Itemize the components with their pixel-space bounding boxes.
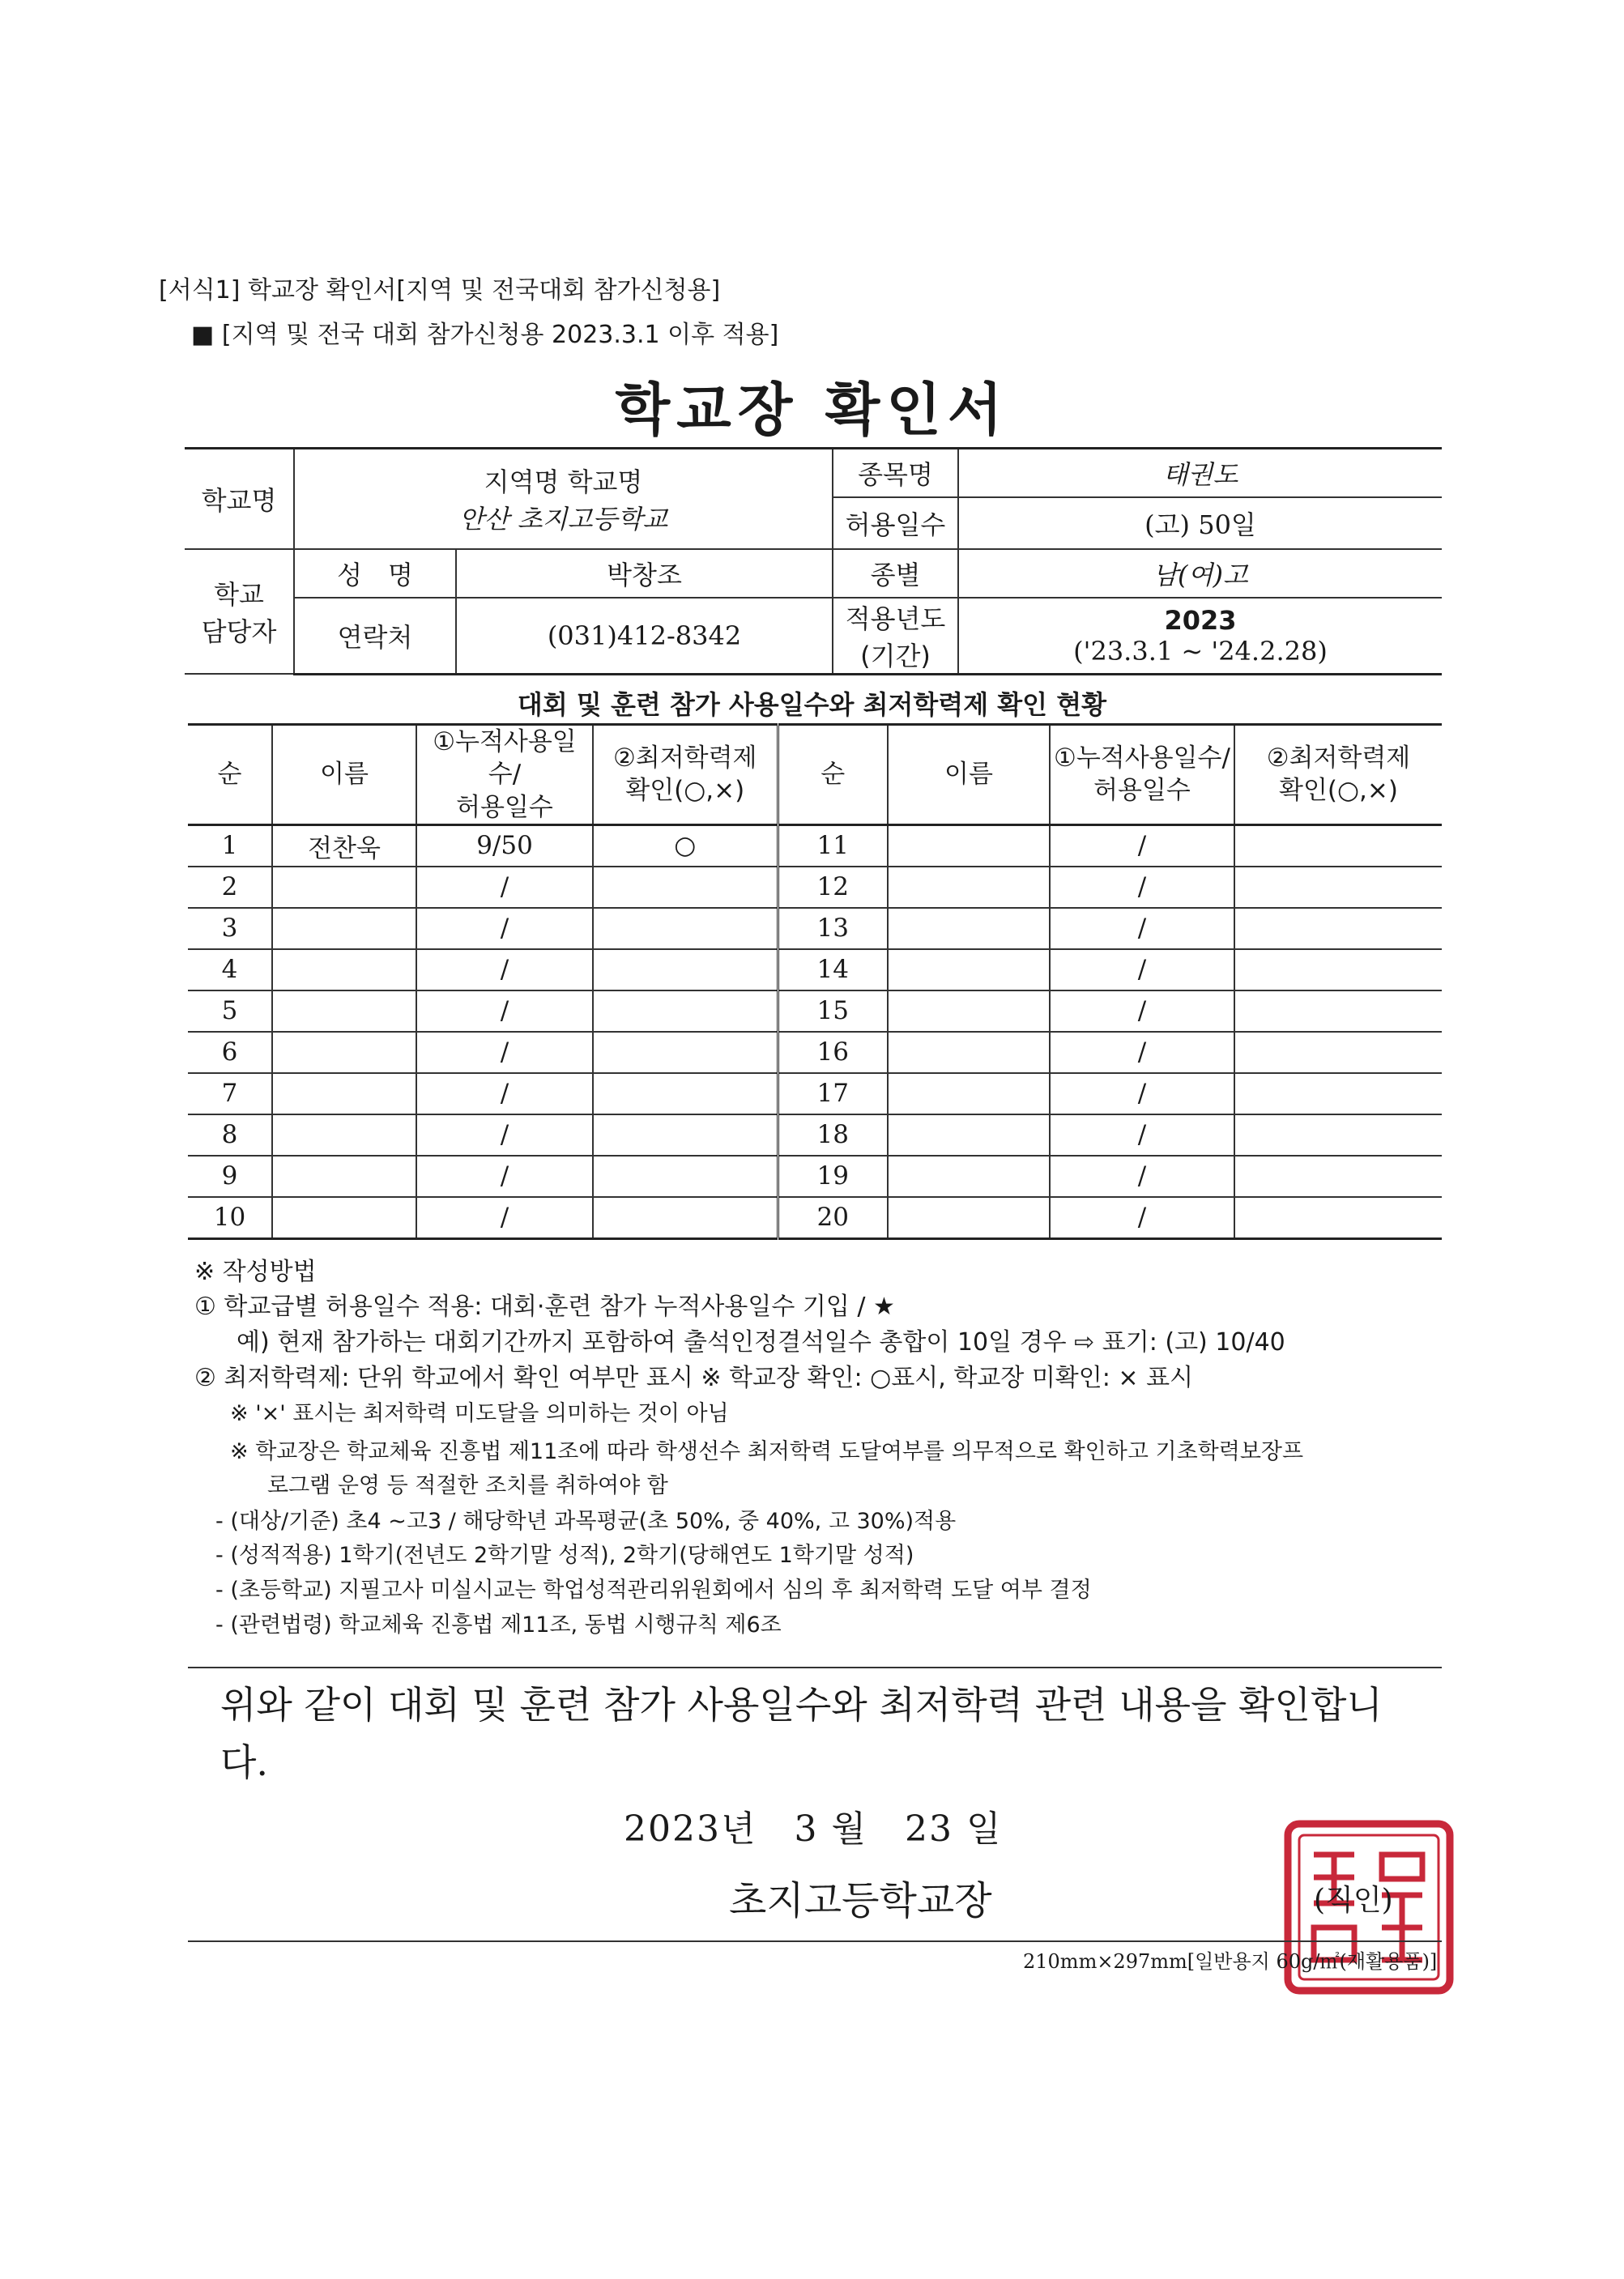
- roster-cell-name: [272, 1114, 416, 1156]
- roster-cell-check: [593, 908, 778, 949]
- year-cell: [958, 598, 1442, 675]
- roster-cell-days: /: [1050, 824, 1234, 867]
- notes-heading: ※ 작성방법: [194, 1258, 317, 1286]
- roster-cell-name: [888, 990, 1050, 1032]
- roster-cell-no: 1: [188, 824, 272, 867]
- region-school-caption: 지역명 학교명: [484, 466, 643, 497]
- table-row: [188, 908, 1442, 949]
- roster-cell-days: /: [416, 908, 593, 949]
- roster-cell-check: [593, 1114, 778, 1156]
- contact-label: 연락처: [294, 598, 456, 675]
- category-label: 종별: [833, 549, 958, 598]
- roster-cell-days: /: [1050, 1156, 1234, 1197]
- roster-cell-no: 6: [188, 1032, 272, 1073]
- seal-label: (직인): [1314, 1884, 1393, 1917]
- roster-cell-days: /: [416, 1114, 593, 1156]
- allowed-days-value: (고) 50일: [958, 497, 1442, 549]
- year-label-line2: (기간): [860, 640, 931, 671]
- roster-cell-name: [272, 1197, 416, 1239]
- sport-value: 태권도: [958, 449, 1442, 497]
- note-item-1-example: 예) 현재 참가하는 대회기간까지 포함하여 출석인정결석일수 총합이 10일 경우 ⇨ 표기: (고) 10/40: [237, 1328, 1285, 1357]
- roster-cell-no: 18: [778, 1114, 888, 1156]
- roster-cell-no: 12: [778, 867, 888, 908]
- issue-date: 2023년 3 월 23 일: [624, 1808, 1003, 1850]
- roster-cell-check: [1234, 1032, 1442, 1073]
- school-info-table: [185, 447, 1442, 675]
- table-row: [188, 1032, 1442, 1073]
- table-row: [188, 867, 1442, 908]
- roster-cell-check: [593, 867, 778, 908]
- roster-cell-name: [272, 1156, 416, 1197]
- roster-cell-no: 5: [188, 990, 272, 1032]
- roster-cell-name: [888, 1114, 1050, 1156]
- col-name-left: 이름: [272, 725, 416, 825]
- roster-cell-check: [593, 1032, 778, 1073]
- roster-cell-check: [593, 949, 778, 990]
- roster-cell-name: [272, 867, 416, 908]
- roster-header-row: [188, 725, 1442, 825]
- table-row: [188, 949, 1442, 990]
- roster-cell-no: 10: [188, 1197, 272, 1239]
- roster-cell-no: 17: [778, 1073, 888, 1114]
- roster-cell-no: 2: [188, 867, 272, 908]
- roster-cell-check: [1234, 1156, 1442, 1197]
- school-name-value: 안산 초지고등학교: [458, 503, 668, 535]
- document-title: 학교장 확인서: [615, 377, 1009, 443]
- note-dash-3: - (초등학교) 지필고사 미실시교는 학업성적관리위원회에서 심의 후 최저학력 도달 여부 결정: [215, 1578, 1092, 1603]
- roster-cell-days: /: [416, 1156, 593, 1197]
- roster-cell-days: /: [1050, 949, 1234, 990]
- paper-spec: 210mm×297mm[일반용지 60g/㎡(재활용품)]: [1023, 1950, 1438, 1973]
- roster-cell-no: 7: [188, 1073, 272, 1114]
- confirmation-statement: 위와 같이 대회 및 훈련 참가 사용일수와 최저학력 관련 내용을 확인합니다.: [220, 1683, 1383, 1785]
- col-name-right: 이름: [888, 725, 1050, 825]
- table-row: [188, 824, 1442, 867]
- roster-cell-no: 9: [188, 1156, 272, 1197]
- col-check-right: [1234, 725, 1442, 825]
- year-value: 2023: [1164, 604, 1237, 636]
- roster-cell-name: [272, 1073, 416, 1114]
- roster-cell-days: /: [416, 867, 593, 908]
- roster-cell-name: [888, 1073, 1050, 1114]
- roster-cell-days: 9/50: [416, 824, 593, 867]
- roster-cell-no: 15: [778, 990, 888, 1032]
- col-no-left: 순: [188, 725, 272, 825]
- roster-cell-name: [272, 908, 416, 949]
- table-row: [188, 1197, 1442, 1239]
- roster-cell-days: /: [416, 1197, 593, 1239]
- roster-cell-no: 20: [778, 1197, 888, 1239]
- roster-cell-no: 3: [188, 908, 272, 949]
- col-check-right-line2: 확인(○,×): [1279, 776, 1398, 806]
- roster-cell-days: /: [416, 1073, 593, 1114]
- roster-cell-check: [1234, 1197, 1442, 1239]
- staff-label: [185, 549, 294, 675]
- table-row: [188, 1156, 1442, 1197]
- roster-cell-name: [888, 824, 1050, 867]
- roster-cell-days: /: [1050, 1114, 1234, 1156]
- table-row: [188, 1073, 1442, 1114]
- roster-cell-check: [1234, 867, 1442, 908]
- note-item-2: ② 최저학력제: 단위 학교에서 확인 여부만 표시 ※ 학교장 확인: ○표시, 학교장 미확인: × 표시: [194, 1364, 1194, 1392]
- year-period: ('23.3.1 ~ '24.2.28): [1073, 635, 1328, 667]
- sport-label: 종목명: [833, 449, 958, 497]
- school-name-cell: [294, 449, 833, 549]
- roster-cell-check: [1234, 949, 1442, 990]
- note-dash-1: - (대상/기준) 초4 ~고3 / 해당학년 과목평균(초 50%, 중 40%, 고 30%)적용: [215, 1509, 957, 1534]
- roster-cell-check: [593, 1197, 778, 1239]
- roster-cell-days: /: [416, 1032, 593, 1073]
- col-days-right-line1: ①누적사용일수/: [1054, 743, 1230, 773]
- school-name-label: 학교명: [185, 449, 294, 549]
- note-item-1: ① 학교급별 허용일수 적용: 대회·훈련 참가 누적사용일수 기입 / ★: [194, 1293, 895, 1321]
- col-check-left-line1: ②최저학력제: [612, 743, 757, 773]
- note-sub-1: ※ '×' 표시는 최저학력 미도달을 의미하는 것이 아님: [230, 1401, 729, 1426]
- roster-cell-check: [1234, 990, 1442, 1032]
- roster-cell-name: [888, 949, 1050, 990]
- col-check-right-line1: ②최저학력제: [1266, 743, 1411, 773]
- roster-cell-no: 14: [778, 949, 888, 990]
- roster-cell-days: /: [1050, 867, 1234, 908]
- contact-value: (031)412-8342: [456, 598, 833, 675]
- roster-cell-no: 8: [188, 1114, 272, 1156]
- category-value: 남(여)고: [958, 549, 1442, 598]
- status-heading: 대회 및 훈련 참가 사용일수와 최저학력제 확인 현황: [517, 689, 1107, 720]
- roster-cell-check: [593, 990, 778, 1032]
- divider-bottom: [188, 1940, 1442, 1942]
- roster-cell-no: 4: [188, 949, 272, 990]
- roster-cell-check: [1234, 908, 1442, 949]
- roster-cell-name: [272, 949, 416, 990]
- note-dash-4: - (관련법령) 학교체육 진흥법 제11조, 동법 시행규칙 제6조: [215, 1612, 782, 1638]
- roster-cell-days: /: [1050, 908, 1234, 949]
- roster-cell-name: [888, 1032, 1050, 1073]
- roster-cell-check: [593, 1156, 778, 1197]
- col-no-right: 순: [778, 725, 888, 825]
- roster-cell-no: 11: [778, 824, 888, 867]
- roster-cell-days: /: [1050, 990, 1234, 1032]
- note-sub-2b: 로그램 운영 등 적절한 조치를 취하여야 함: [267, 1473, 668, 1498]
- note-dash-2: - (성적적용) 1학기(전년도 2학기말 성적), 2학기(당해연도 1학기말 성적): [215, 1543, 914, 1568]
- roster-cell-no: 16: [778, 1032, 888, 1073]
- roster-cell-days: /: [1050, 1032, 1234, 1073]
- roster-table: [188, 723, 1442, 1240]
- year-label-line1: 적용년도: [845, 603, 946, 634]
- col-check-left: [593, 725, 778, 825]
- note-sub-2a: ※ 학교장은 학교체육 진흥법 제11조에 따라 학생선수 최저학력 도달여부를 의무적으로 확인하고 기초학력보장프: [230, 1439, 1304, 1464]
- principal-name: 초지고등학교장: [729, 1878, 992, 1923]
- name-value: 박창조: [456, 549, 833, 598]
- table-row: [188, 990, 1442, 1032]
- roster-cell-check: [1234, 1073, 1442, 1114]
- col-days-left: [416, 725, 593, 825]
- roster-cell-days: /: [1050, 1073, 1234, 1114]
- divider-top: [188, 1667, 1442, 1668]
- year-label: [833, 598, 958, 675]
- col-days-right-line2: 허용일수: [1093, 776, 1191, 806]
- roster-cell-no: 13: [778, 908, 888, 949]
- roster-cell-days: /: [1050, 1197, 1234, 1239]
- roster-cell-name: [272, 1032, 416, 1073]
- roster-cell-name: [272, 990, 416, 1032]
- roster-cell-no: 19: [778, 1156, 888, 1197]
- allowed-days-label: 허용일수: [833, 497, 958, 549]
- roster-cell-name: [888, 1197, 1050, 1239]
- roster-cell-name: [888, 867, 1050, 908]
- roster-cell-name: [888, 908, 1050, 949]
- col-days-right: [1050, 725, 1234, 825]
- name-label: 성 명: [294, 549, 456, 598]
- roster-cell-name: [888, 1156, 1050, 1197]
- staff-label-line2: 담당자: [201, 616, 277, 647]
- staff-label-line1: 학교: [214, 578, 264, 610]
- col-check-left-line2: 확인(○,×): [625, 776, 745, 806]
- roster-cell-name: 전찬욱: [272, 824, 416, 867]
- roster-cell-days: /: [416, 990, 593, 1032]
- col-days-left-line1: ①누적사용일수/: [433, 727, 577, 790]
- roster-cell-check: ○: [593, 824, 778, 867]
- form-label: [서식1] 학교장 확인서[지역 및 전국대회 참가신청용]: [159, 276, 721, 305]
- roster-cell-check: [593, 1073, 778, 1114]
- col-days-left-line2: 허용일수: [456, 792, 553, 822]
- roster-cell-check: [1234, 824, 1442, 867]
- scope-label: ■ [지역 및 전국 대회 참가신청용 2023.3.1 이후 적용]: [191, 321, 779, 349]
- roster-cell-check: [1234, 1114, 1442, 1156]
- roster-cell-days: /: [416, 949, 593, 990]
- table-row: [188, 1114, 1442, 1156]
